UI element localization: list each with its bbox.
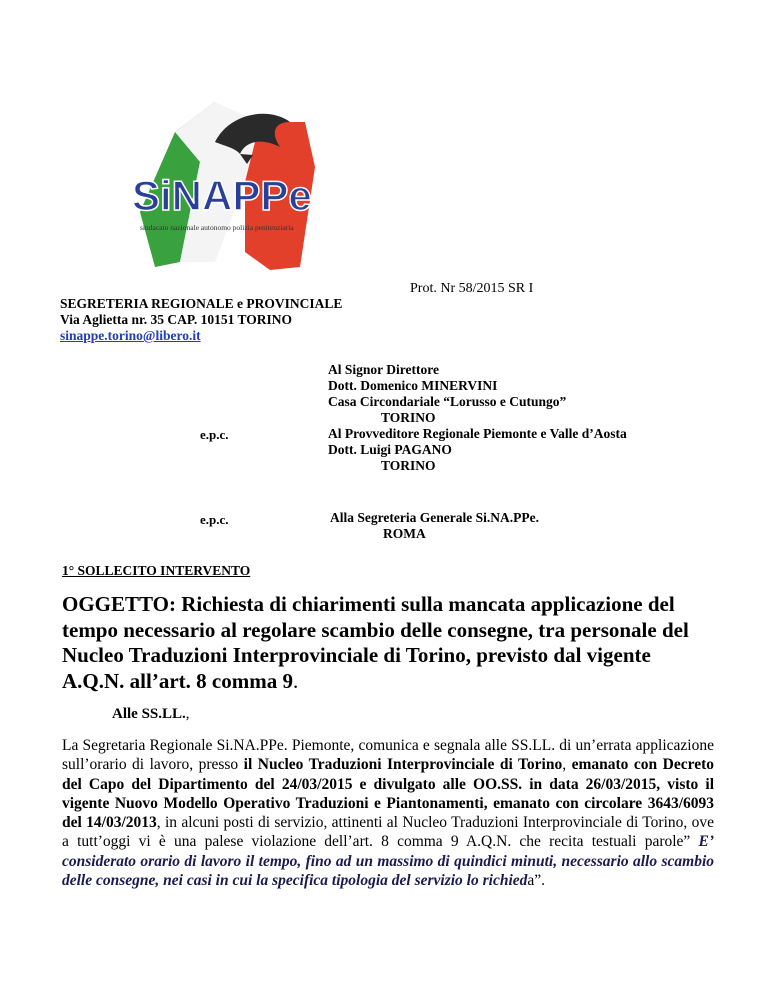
sinappe-logo-graphic [120, 92, 370, 272]
epc-label: e.p.c. [200, 427, 229, 442]
recipient-line: Dott. Domenico MINERVINI [328, 378, 498, 393]
salutation-end: , [185, 706, 190, 722]
logo-tagline: sindacato nazionale autonomo polizia penitenziaria [140, 223, 294, 232]
recipient-line: Casa Circondariale “Lorusso e Cutungo” [328, 394, 567, 409]
body-text: , [562, 756, 572, 774]
recipient-cc1 [328, 426, 627, 474]
salutation [112, 706, 190, 723]
logo-brand-text: SiNAPPe [132, 172, 312, 219]
body-quote: E’ considerato orario di lavoro il tempo, fino ad un massimo di quindici minuti, necessario allo scambio delle consegne, nei casi in cui la specifica tipologia del servizio lo richied [62, 833, 714, 890]
body-text: , in alcuni posti di servizio, attinenti al Nucleo Traduzioni Interprovinciale di Torino, ove a tutt’oggi vi è una palese violazione dell’art. 8 comma 9 A.Q.N. che recita testuali parole” [62, 814, 714, 851]
subject-text: OGGETTO: Richiesta di chiarimenti sulla mancata applicazione del tempo necessario al regolare scambio delle consegne, tra personale del Nucleo Traduzioni Interprovinciale di Torino, previsto dal vigente A.Q.N. all’art. 8 comma 9 [62, 592, 689, 693]
recipient-city: ROMA [383, 526, 426, 541]
sinappe-logo [120, 92, 370, 272]
body-text: a”. [527, 872, 546, 890]
recipient-line: Dott. Luigi PAGANO [328, 442, 452, 457]
body-bold: emanato con Decreto del Capo del Dipartimento del 24/03/2015 e divulgato alle OO.SS. in data 26/03/2015, visto il vigente Nuovo Modello Operativo Traduzioni e Piantonamenti, emanato con circolare 3643/6093 del 14/03/2013 [62, 756, 715, 832]
recipient-cc2 [330, 510, 539, 542]
epc-label: e.p.c. [200, 512, 229, 527]
sollecito-heading: 1° SOLLECITO INTERVENTO [62, 563, 251, 578]
protocol-number: Prot. Nr 58/2015 SR I [410, 281, 534, 296]
recipient-line: Al Provveditore Regionale Piemonte e Valle d’Aosta [328, 426, 627, 441]
subject-end: . [292, 668, 299, 693]
sender-address: Via Aglietta nr. 35 CAP. 10151 TORINO [60, 312, 293, 327]
sender-block [60, 296, 342, 344]
recipient-primary [328, 362, 566, 426]
body-text: La Segretaria Regionale Si.NA.PPe. Piemonte, comunica e segnala alle SS.LL. di un’errata applicazione sull’orario di lavoro, presso [62, 737, 714, 774]
body-paragraph [62, 736, 714, 890]
salutation-text: Alle SS.LL. [112, 706, 186, 722]
recipient-city: TORINO [381, 410, 436, 425]
recipient-line: Al Signor Direttore [328, 362, 439, 377]
subject-heading [62, 592, 714, 694]
body-bold: il Nucleo Traduzioni Interprovinciale di Torino [243, 756, 563, 774]
sender-email-link[interactable]: sinappe.torino@libero.it [60, 328, 201, 343]
recipient-city: TORINO [381, 458, 436, 473]
sender-office: SEGRETERIA REGIONALE e PROVINCIALE [60, 296, 343, 311]
recipient-line: Alla Segreteria Generale Si.NA.PPe. [330, 510, 539, 525]
